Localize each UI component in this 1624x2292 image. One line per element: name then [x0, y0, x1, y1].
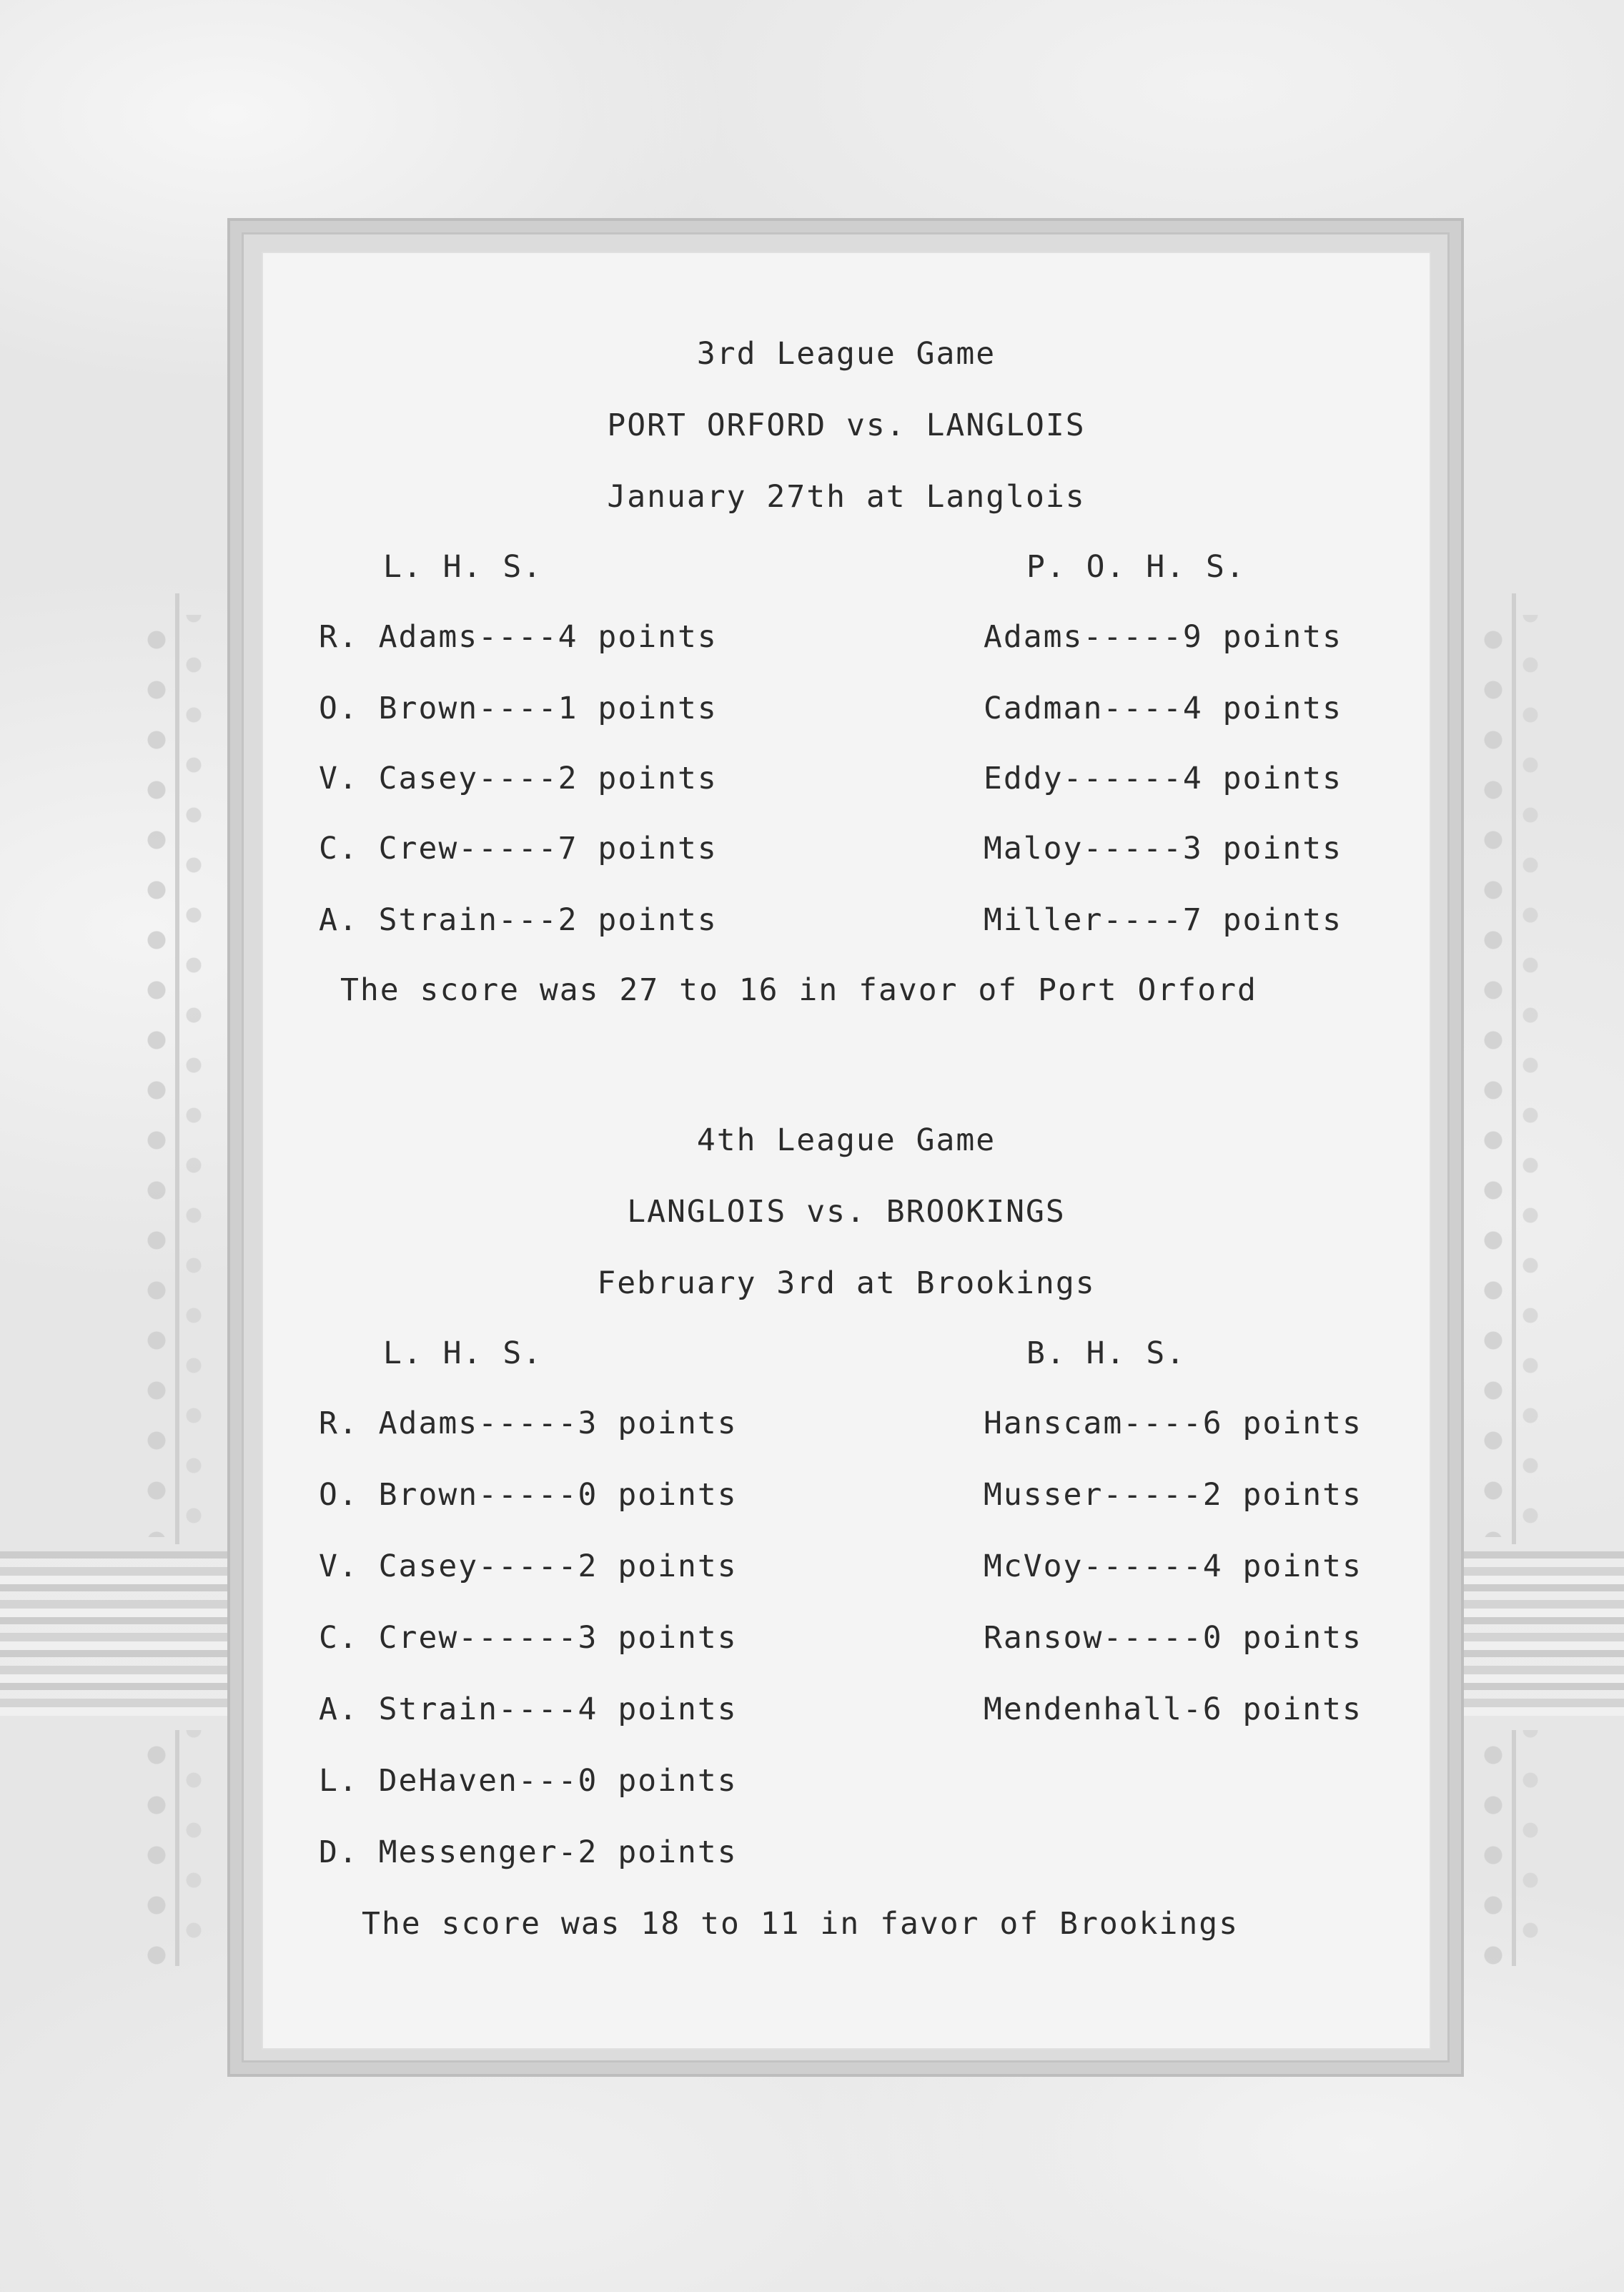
- game4-left-player: O. Brown-----0 points: [319, 1477, 738, 1513]
- left-vine-bottom: [129, 1730, 222, 1966]
- game3-left-player: R. Adams----4 points: [319, 619, 718, 655]
- game4-left-player: A. Strain----4 points: [319, 1691, 738, 1727]
- game3-right-player: Adams-----9 points: [984, 619, 1342, 655]
- game4-right-player: Mendenhall-6 points: [984, 1691, 1362, 1727]
- game4-right-player: Hanscam----6 points: [984, 1406, 1362, 1441]
- right-vine-bottom: [1465, 1730, 1558, 1966]
- game4-matchup: LANGLOIS vs. BROOKINGS: [627, 1194, 1066, 1230]
- game3-result: The score was 27 to 16 in favor of Port Orford: [340, 972, 1257, 1008]
- game4-right-player: McVoy------4 points: [984, 1548, 1362, 1584]
- game4-left-player: R. Adams-----3 points: [319, 1406, 738, 1441]
- game3-title: 3rd League Game: [696, 336, 996, 372]
- game3-right-player: Cadman----4 points: [984, 691, 1342, 726]
- game4-left-player: V. Casey-----2 points: [319, 1548, 738, 1584]
- game3-left-player: O. Brown----1 points: [319, 691, 718, 726]
- game3-left-team: L. H. S.: [383, 549, 543, 585]
- game4-left-player: D. Messenger-2 points: [319, 1834, 738, 1870]
- left-vine-top: [129, 615, 222, 1537]
- game4-right-team: B. H. S.: [1026, 1335, 1187, 1371]
- game4-result: The score was 18 to 11 in favor of Brookings: [362, 1906, 1239, 1942]
- typed-page: [262, 252, 1431, 2050]
- game4-right-player: Ransow-----0 points: [984, 1620, 1362, 1656]
- game3-right-player: Eddy------4 points: [984, 761, 1342, 796]
- game3-left-player: A. Strain---2 points: [319, 902, 718, 938]
- game4-left-player: C. Crew------3 points: [319, 1620, 738, 1656]
- game4-date: February 3rd at Brookings: [597, 1265, 1096, 1301]
- game4-left-player: L. DeHaven---0 points: [319, 1763, 738, 1799]
- game3-right-team: P. O. H. S.: [1026, 549, 1246, 585]
- game3-left-player: V. Casey----2 points: [319, 761, 718, 796]
- game3-matchup: PORT ORFORD vs. LANGLOIS: [607, 407, 1086, 443]
- game3-right-player: Miller----7 points: [984, 902, 1342, 938]
- right-vine-top: [1465, 615, 1558, 1537]
- game3-date: January 27th at Langlois: [607, 479, 1086, 515]
- game4-right-player: Musser-----2 points: [984, 1477, 1362, 1513]
- game4-left-team: L. H. S.: [383, 1335, 543, 1371]
- game3-right-player: Maloy-----3 points: [984, 831, 1342, 866]
- game4-title: 4th League Game: [696, 1122, 996, 1158]
- game3-left-player: C. Crew-----7 points: [319, 831, 718, 866]
